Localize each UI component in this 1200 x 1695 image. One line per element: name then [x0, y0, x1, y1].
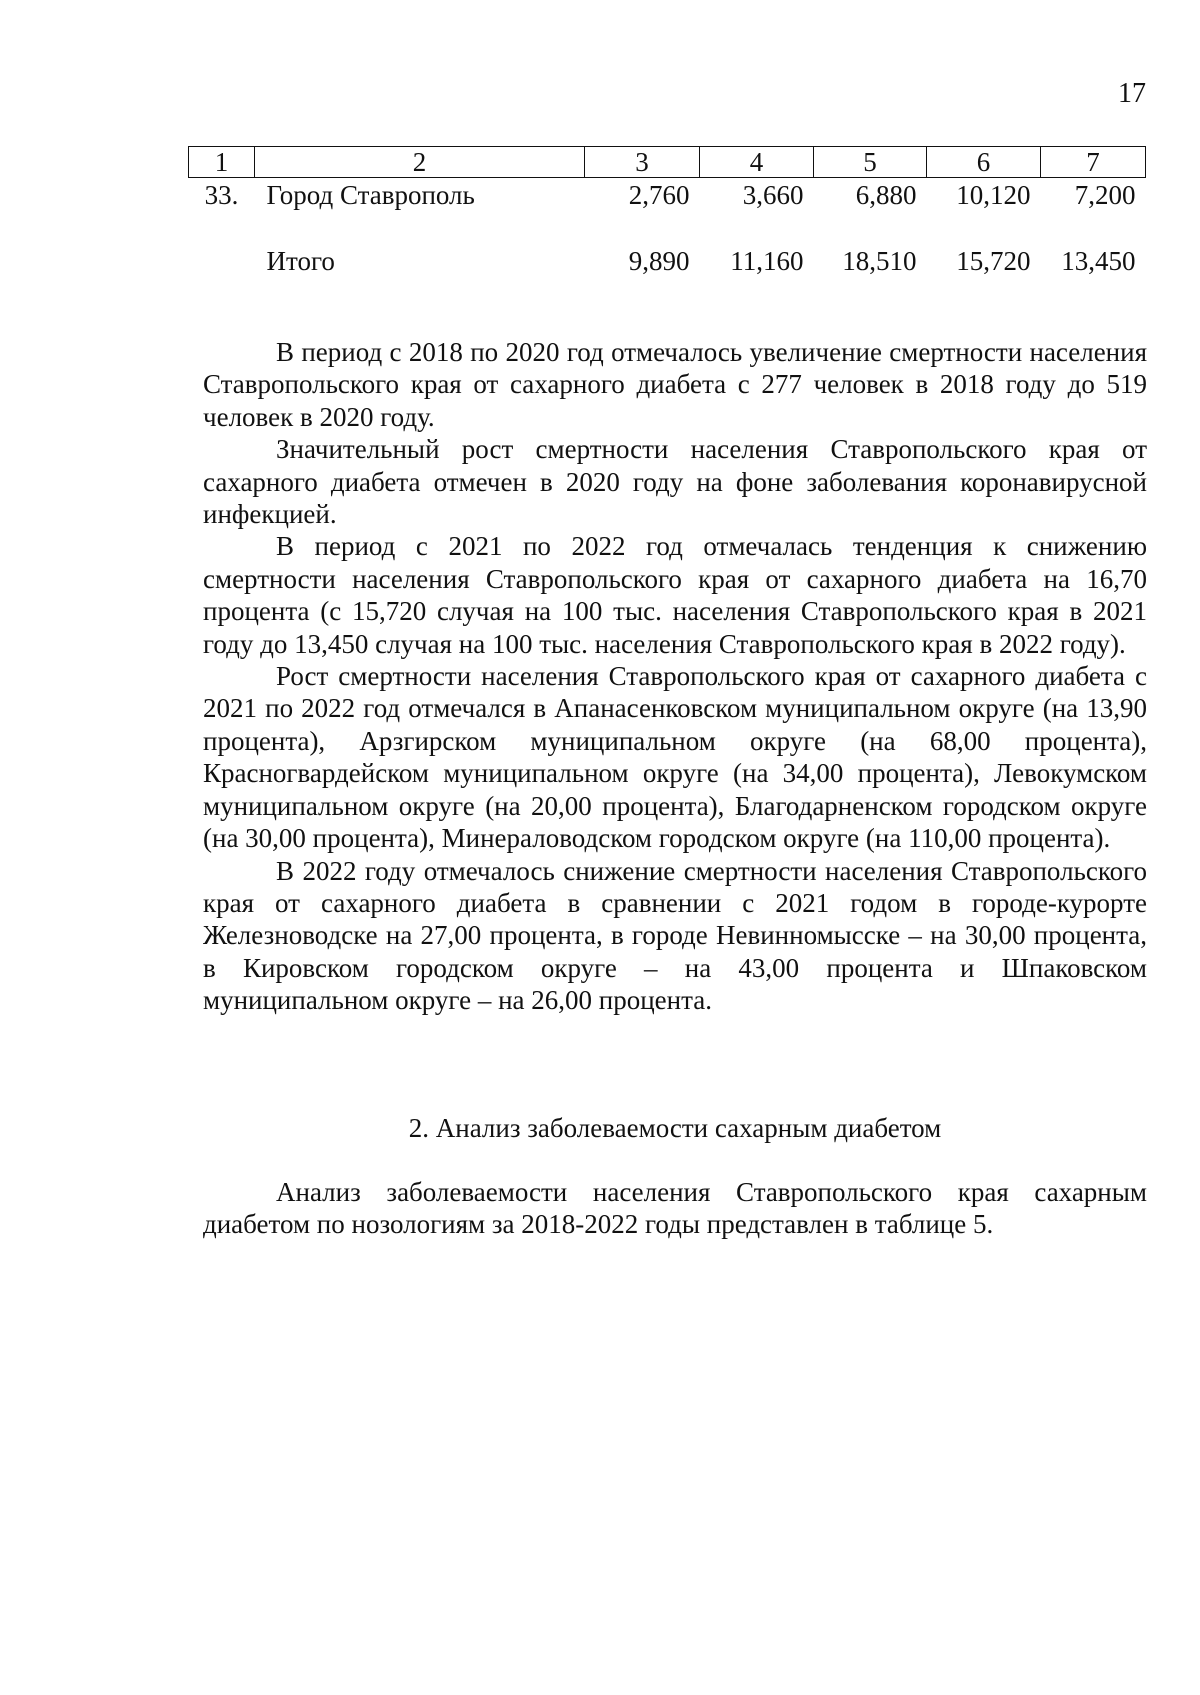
table-header-row: [189, 147, 1146, 178]
row-value: 18,510: [842, 246, 917, 276]
row-value: 11,160: [730, 246, 804, 276]
row-value: 10,120: [956, 180, 1031, 210]
header-cell-6: 6: [927, 147, 1041, 178]
row-value: 13,450: [1061, 246, 1136, 276]
row-value: 7,200: [1074, 180, 1136, 210]
row-value: 3,660: [742, 180, 804, 210]
row-number: 33.: [204, 180, 239, 210]
header-cell-1: 1: [189, 147, 255, 178]
row-value: 2,760: [628, 180, 690, 210]
header-cell-2: 2: [255, 147, 585, 178]
row-number: [189, 244, 255, 278]
intro-text: [203, 1176, 1147, 1241]
row-value: 6,880: [855, 180, 917, 210]
header-cell-7: 7: [1041, 147, 1146, 178]
body-text: [203, 336, 1147, 1017]
paragraph: В период с 2018 по 2020 год отмечалось увеличение смертности населения Ставропольского края от сахарного диабета с 277 человек в 2018 году до 519 человек в 2020 году.: [203, 337, 1147, 432]
paragraph: Анализ заболеваемости населения Ставропольского края сахарным диабетом по нозологиям за 2018-2022 годы представлен в таблице 5.: [203, 1177, 1147, 1240]
data-table: [188, 146, 1146, 278]
row-value: 9,890: [628, 246, 690, 276]
header-cell-3: 3: [585, 147, 700, 178]
section-heading: 2. Анализ заболеваемости сахарным диабетом: [408, 1113, 942, 1143]
row-value: 15,720: [956, 246, 1031, 276]
header-cell-5: 5: [814, 147, 927, 178]
paragraph: В период с 2021 по 2022 год отмечалась тенденция к снижению смертности населения Ставропольского края от сахарного диабета на 16,70 процента (с 15,720 случая на 100 тыс. населения Ставропольского края в 2021 году до 13,450 случая на 100 тыс. населения Ставропольского края в 2022 году).: [203, 531, 1147, 659]
paragraph: В 2022 году отмечалось снижение смертности населения Ставропольского края от сахарного диабета в сравнении с 2021 годом в городе-курорте Железноводске на 27,00 процента, в городе Невинномысске – на 30,00 процента, в Кировском городском округе – на 43,00 процента и Шпаковском муниципальном округе – на 26,00 процента.: [203, 855, 1147, 1016]
table-row: [189, 178, 1146, 213]
row-name: Город Ставрополь: [266, 180, 475, 210]
table-row-total: [189, 244, 1146, 278]
paragraph: Значительный рост смертности населения Ставропольского края от сахарного диабета отмечен в 2020 году на фоне заболевания коронавирусной инфекцией.: [203, 434, 1147, 530]
header-cell-4: 4: [700, 147, 814, 178]
paragraph: Рост смертности населения Ставропольского края от сахарного диабета с 2021 по 2022 год отмечался в Апанасенковском муниципальном округе (на 13,90 процента), Арзгирском муниципальном округе (на 68,00 процента), Красногвардейском муниципальном округе (на 34,00 процента), Левокумском муниципальном округе (на 20,00 процента), Благодарненском городском округе (на 30,00 процента), Минераловодском городском округе (на 110,00 процента).: [203, 661, 1147, 854]
row-name: Итого: [266, 246, 335, 276]
table-spacer: [189, 212, 1146, 244]
page-number: 17: [1118, 78, 1146, 109]
